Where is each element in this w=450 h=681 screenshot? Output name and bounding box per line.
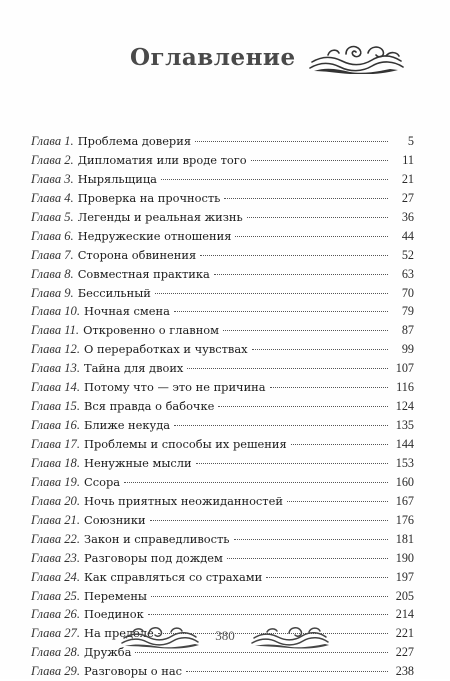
chapter-label: Глава 22.: [31, 531, 81, 546]
dot-leader: [291, 444, 388, 445]
dot-leader: [251, 160, 388, 161]
chapter-page-number: 205: [395, 588, 414, 603]
toc-entry[interactable]: [31, 208, 414, 227]
toc-entry[interactable]: [31, 284, 414, 303]
chapter-title: Потому что — это не причина: [84, 380, 266, 395]
chapter-label: Глава 21.: [31, 512, 81, 527]
chapter-page-number: 144: [395, 437, 414, 451]
toc-entry[interactable]: [31, 321, 414, 340]
toc-entry[interactable]: [31, 378, 414, 397]
chapter-title: Разговоры под дождем: [84, 550, 223, 565]
chapter-page-number: 124: [395, 399, 414, 414]
chapter-label: Глава 15.: [31, 399, 81, 414]
chapter-page-number: 153: [395, 455, 414, 470]
chapter-title: Легенды и реальная жизнь: [77, 209, 243, 224]
chapter-label: Глава 9.: [31, 285, 74, 300]
chapter-page-number: 181: [395, 531, 414, 546]
toc-entry[interactable]: [31, 227, 414, 246]
chapter-label: Глава 23.: [31, 550, 81, 565]
chapter-label: Глава 13.: [31, 361, 81, 376]
toc-entry[interactable]: [31, 587, 414, 606]
toc-entry[interactable]: [31, 246, 414, 265]
toc-entry[interactable]: [31, 416, 414, 435]
dot-leader: [218, 406, 388, 407]
chapter-page-number: 63: [401, 266, 414, 281]
dot-leader: [287, 501, 388, 502]
chapter-label: Глава 19.: [31, 474, 81, 489]
chapter-label: Глава 5.: [31, 209, 74, 224]
dot-leader: [148, 614, 388, 615]
wave-ornament-icon: [249, 623, 331, 649]
wave-scroll-ornament-icon: [306, 40, 406, 74]
toc-entry[interactable]: [31, 454, 414, 473]
toc-entry[interactable]: [31, 132, 414, 151]
toc-entry[interactable]: [31, 189, 414, 208]
dot-leader: [270, 387, 388, 388]
chapter-page-number: 70: [401, 285, 414, 300]
chapter-label: Глава 4.: [31, 190, 74, 205]
dot-leader: [195, 141, 388, 142]
chapter-page-number: 87: [401, 323, 414, 338]
chapter-title: Ненужные мысли: [84, 455, 192, 470]
toc-entry[interactable]: [31, 265, 414, 284]
chapter-page-number: 227: [395, 645, 414, 660]
chapter-label: Глава 2.: [31, 152, 74, 167]
chapter-title: Ближе некуда: [84, 418, 171, 433]
chapter-label: Глава 14.: [31, 380, 81, 395]
chapter-label: Глава 18.: [31, 455, 81, 470]
toc-entry[interactable]: [31, 302, 414, 321]
chapter-page-number: 21: [401, 171, 414, 186]
dot-leader: [227, 558, 388, 559]
chapter-label: Глава 28.: [31, 645, 81, 660]
chapter-page-number: 167: [395, 493, 414, 508]
toc-entry[interactable]: [31, 511, 414, 530]
chapter-title: О переработках и чувствах: [84, 342, 248, 357]
page-title: Оглавление: [130, 43, 296, 71]
toc-entry[interactable]: [31, 568, 414, 587]
wave-ornament-icon: [119, 623, 201, 649]
chapter-title: Союзники: [84, 512, 146, 527]
chapter-title: Ночь приятных неожиданностей: [84, 493, 283, 508]
dot-leader: [196, 463, 388, 464]
page-header: [130, 40, 406, 74]
chapter-page-number: 176: [395, 512, 414, 527]
chapter-title: Ночная смена: [84, 304, 170, 319]
chapter-page-number: 190: [395, 550, 414, 565]
chapter-title: Ныряльщица: [77, 171, 157, 186]
chapter-title: Недружеские отношения: [77, 228, 232, 243]
chapter-label: Глава 10.: [31, 304, 81, 319]
toc-entry[interactable]: [31, 492, 414, 511]
dot-leader: [235, 236, 388, 237]
dot-leader: [200, 255, 388, 256]
dot-leader: [174, 425, 388, 426]
toc-entry[interactable]: [31, 151, 414, 170]
chapter-page-number: 238: [395, 664, 414, 679]
chapter-title: Откровенно о главном: [83, 323, 219, 338]
dot-leader: [223, 330, 388, 331]
chapter-title: Ссора: [84, 474, 121, 489]
toc-entry[interactable]: [31, 397, 414, 416]
chapter-title: Совместная практика: [77, 266, 210, 281]
chapter-page-number: 79: [401, 304, 414, 319]
chapter-title: Бессильный: [77, 285, 151, 300]
chapter-page-number: 36: [401, 209, 414, 224]
chapter-label: Глава 27.: [31, 626, 81, 641]
dot-leader: [150, 520, 388, 521]
table-of-contents: [31, 132, 414, 681]
chapter-label: Глава 6.: [31, 228, 74, 243]
dot-leader: [252, 349, 388, 350]
page-number: 380: [215, 628, 235, 643]
dot-leader: [186, 671, 388, 672]
dot-leader: [155, 293, 388, 294]
toc-entry[interactable]: [31, 473, 414, 492]
toc-entry[interactable]: [31, 435, 414, 454]
chapter-page-number: 197: [395, 569, 414, 584]
chapter-title: Сторона обвинения: [77, 247, 197, 262]
chapter-label: Глава 3.: [31, 171, 74, 186]
chapter-title: Проверка на прочность: [77, 190, 221, 205]
chapter-title: Как справляться со страхами: [84, 569, 263, 584]
chapter-label: Глава 12.: [31, 342, 81, 357]
chapter-label: Глава 26.: [31, 607, 81, 622]
dot-leader: [266, 577, 388, 578]
chapter-page-number: 107: [395, 361, 414, 376]
chapter-label: Глава 25.: [31, 588, 81, 603]
chapter-title: Дипломатия или вроде того: [77, 152, 247, 167]
dot-leader: [214, 274, 388, 275]
dot-leader: [224, 198, 388, 199]
toc-entry[interactable]: [31, 662, 414, 681]
chapter-page-number: 44: [401, 228, 414, 243]
chapter-title: Проблема доверия: [77, 134, 192, 148]
dot-leader: [174, 311, 388, 312]
toc-entry[interactable]: [31, 359, 414, 378]
chapter-title: Разговоры о нас: [84, 664, 182, 679]
chapter-title: Поединок: [84, 607, 144, 622]
chapter-title: Вся правда о бабочке: [84, 399, 215, 414]
dot-leader: [187, 368, 388, 369]
dot-leader: [161, 179, 388, 180]
chapter-page-number: 135: [395, 418, 414, 433]
chapter-label: Глава 11.: [31, 323, 80, 338]
dot-leader: [247, 217, 388, 218]
toc-entry[interactable]: [31, 549, 414, 568]
page-footer: [0, 620, 450, 652]
dot-leader: [234, 539, 388, 540]
chapter-page-number: 214: [395, 607, 414, 622]
chapter-page-number: 11: [402, 152, 414, 167]
chapter-title: Проблемы и способы их решения: [84, 437, 287, 451]
dot-leader: [135, 652, 388, 653]
chapter-page-number: 5: [407, 134, 414, 148]
toc-entry[interactable]: [31, 340, 414, 359]
chapter-label: Глава 16.: [31, 418, 81, 433]
chapter-label: Глава 24.: [31, 569, 81, 584]
chapter-label: Глава 20.: [31, 493, 81, 508]
chapter-label: Глава 1.: [31, 134, 74, 148]
chapter-title: Дружба: [84, 645, 132, 660]
chapter-label: Глава 29.: [31, 664, 81, 679]
chapter-page-number: 52: [401, 247, 414, 262]
chapter-title: Перемены: [84, 588, 147, 603]
chapter-page-number: 116: [396, 380, 414, 395]
chapter-page-number: 99: [401, 342, 414, 357]
chapter-page-number: 27: [401, 190, 414, 205]
toc-entry[interactable]: [31, 530, 414, 549]
dot-leader: [124, 482, 388, 483]
toc-entry[interactable]: [31, 170, 414, 189]
dot-leader: [151, 596, 388, 597]
chapter-label: Глава 17.: [31, 437, 81, 451]
chapter-page-number: 221: [395, 626, 414, 641]
chapter-label: Глава 7.: [31, 247, 74, 262]
chapter-label: Глава 8.: [31, 266, 74, 281]
chapter-title: На пределе: [84, 626, 154, 641]
chapter-title: Тайна для двоих: [84, 361, 184, 376]
chapter-page-number: 160: [395, 474, 414, 489]
chapter-title: Закон и справедливость: [84, 531, 230, 546]
